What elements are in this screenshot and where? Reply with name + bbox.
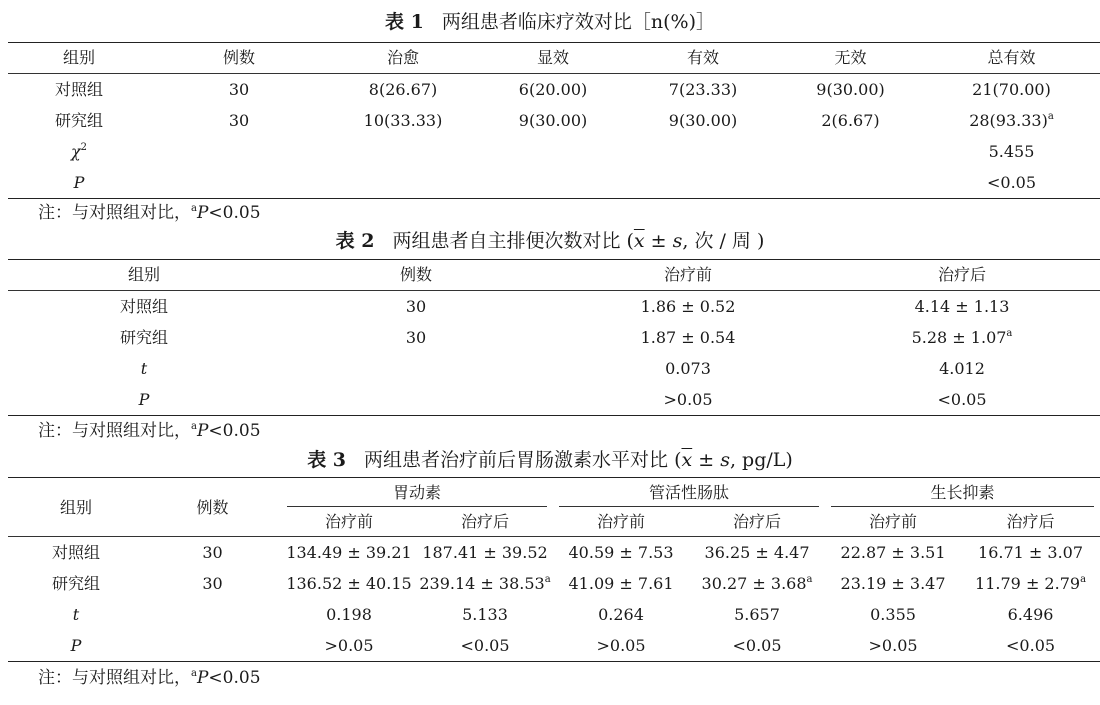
table3-number: 表 3 [307, 449, 347, 471]
table1-header-n: 例数 [222, 48, 255, 67]
table1-cell-invalid: 2(6.67) [821, 111, 880, 130]
table1-p-label: P [73, 173, 85, 192]
table3-p-value: >0.05 [596, 636, 646, 655]
table-row [8, 74, 1100, 106]
table3-header-row-1 [8, 478, 1100, 508]
table3-caption: 表 3 两组患者治疗前后胃肠激素水平对比 ($\overline{x} \pm s$, pg/L) [307, 449, 793, 471]
table1-p-row [8, 167, 1100, 199]
table-row [8, 291, 1100, 323]
table1-chi-value: 5.455 [988, 142, 1035, 161]
table2-p-after: <0.05 [937, 390, 987, 409]
table3-header-somatostatin: 生长抑素 [825, 478, 1100, 508]
table3-t-label: t [72, 605, 80, 624]
table1-header-effective: 有效 [686, 48, 719, 67]
table3-cell-ss-before: 22.87 ± 3.51 [840, 543, 946, 562]
table2-t-after: 4.012 [939, 359, 985, 378]
table1-note: 注：与对照组对比，$^a$P<0.05 [38, 203, 261, 223]
table3-note: 注：与对照组对比，$^a$P<0.05 [38, 668, 261, 688]
table2-cell-n: 30 [405, 297, 427, 316]
table2-cell-group: 对照组 [119, 297, 168, 316]
table2-t-before: 0.073 [665, 359, 711, 378]
table1-cell-total: 21(70.00) [972, 80, 1051, 99]
table3-cell-group: 对照组 [51, 543, 100, 562]
table-row [8, 537, 1100, 569]
table3-cell-vip-after: 30.27 ± 3.68$^a$ [701, 574, 813, 593]
table1-cell-effective: 7(23.33) [668, 80, 738, 99]
table3-sub-before: 治疗前 [597, 512, 646, 531]
table1-chi-label: $\chi^2$ [70, 142, 88, 161]
table2-t-label: t [140, 359, 148, 378]
table3-header-vip: 管活性肠肽 [553, 478, 825, 508]
table2-cell-after: 5.28 ± 1.07$^a$ [911, 328, 1013, 347]
table1 [8, 42, 1100, 199]
table1-number: 表 1 [385, 11, 424, 33]
table3-p-label: P [70, 636, 82, 655]
table1-header-cured: 治愈 [386, 48, 419, 67]
table1-cell-total: $28(93.33)^a$ [969, 111, 1054, 130]
table1-header-marked: 显效 [536, 48, 569, 67]
table3 [8, 477, 1100, 662]
table3-cell-n: 30 [202, 543, 223, 562]
table-row [8, 105, 1100, 136]
table1-cell-cured: 10(33.33) [363, 111, 443, 130]
table2-header-n: 例数 [399, 265, 432, 284]
table1-header-invalid: 无效 [834, 48, 867, 67]
table3-t-value: 5.133 [462, 605, 508, 624]
table3-header-group: 组别 [8, 478, 144, 537]
table2 [8, 259, 1100, 416]
table2-cell-after: 4.14 ± 1.13 [914, 297, 1010, 316]
table2-cell-before: 1.86 ± 0.52 [640, 297, 736, 316]
table3-sub-before: 治疗前 [869, 512, 918, 531]
table3-cell-ss-after: 11.79 ± 2.79$^a$ [975, 574, 1087, 593]
table1-p-value: <0.05 [986, 173, 1037, 192]
table1-cell-marked: 9(30.00) [518, 111, 588, 130]
table3-sub-after: 治疗后 [461, 512, 510, 531]
table3-sub-after: 治疗后 [733, 512, 782, 531]
table1-cell-invalid: 9(30.00) [816, 80, 885, 99]
table2-caption: 表 2 两组患者自主排便次数对比 ($\overline{x} \pm s$, 次 / 周 ) [335, 230, 765, 252]
table3-t-value: 0.264 [598, 605, 644, 624]
table2-header-after: 治疗后 [937, 265, 986, 284]
table2-note: 注：与对照组对比，$^a$P<0.05 [38, 421, 261, 441]
table1-title: 两组患者临床疗效对比［n(%)］ [441, 11, 715, 33]
table3-cell-ss-after: 16.71 ± 3.07 [978, 543, 1084, 562]
table3-cell-vip-after: 36.25 ± 4.47 [704, 543, 810, 562]
table1-chi-row [8, 136, 1100, 167]
table3-t-value: 5.657 [734, 605, 780, 624]
table3-cell-n: 30 [202, 574, 223, 593]
table1-cell-n: 30 [228, 111, 250, 130]
table1-cell-marked: 6(20.00) [518, 80, 588, 99]
table3-cell-motilin-after: 239.14 ± 38.53$^a$ [419, 574, 551, 593]
table3-sub-before: 治疗前 [324, 512, 373, 531]
table3-cell-group: 研究组 [51, 574, 100, 593]
table1-header-group: 组别 [62, 48, 95, 67]
table3-p-row [8, 630, 1100, 662]
table2-header-before: 治疗前 [663, 265, 712, 284]
table2-number: 表 2 [335, 230, 375, 252]
table3-cell-vip-before: 41.09 ± 7.61 [568, 574, 674, 593]
table2-t-row [8, 353, 1100, 384]
table3-sub-after: 治疗后 [1006, 512, 1055, 531]
table2-p-before: >0.05 [663, 390, 713, 409]
table3-t-value: 6.496 [1007, 605, 1054, 624]
table2-header-group: 组别 [127, 265, 160, 284]
table3-p-value: <0.05 [460, 636, 510, 655]
table2-cell-n: 30 [405, 328, 427, 347]
table3-t-row [8, 599, 1100, 630]
table2-cell-group: 研究组 [119, 328, 168, 347]
table3-p-value: <0.05 [732, 636, 782, 655]
table3-t-value: 0.198 [326, 605, 372, 624]
table1-cell-group: 对照组 [54, 80, 103, 99]
table-row [8, 322, 1100, 353]
table1-header-total: 总有效 [987, 48, 1036, 67]
table3-p-value: >0.05 [324, 636, 374, 655]
table1-cell-effective: 9(30.00) [668, 111, 738, 130]
table1-cell-group: 研究组 [54, 111, 103, 130]
table2-cell-before: 1.87 ± 0.54 [640, 328, 736, 347]
table3-p-value: <0.05 [1006, 636, 1056, 655]
table2-p-label: P [138, 390, 150, 409]
table3-p-value: >0.05 [868, 636, 918, 655]
table1-cell-cured: 8(26.67) [368, 80, 438, 99]
table1-caption [0, 10, 1100, 34]
table3-header-n: 例数 [144, 478, 281, 537]
table1-cell-n: 30 [228, 80, 250, 99]
table3-cell-motilin-before: 136.52 ± 40.15 [286, 574, 412, 593]
table3-cell-motilin-before: 134.49 ± 39.21 [286, 543, 412, 562]
table2-header-row [8, 260, 1100, 291]
table3-header-motilin: 胃动素 [281, 478, 553, 508]
table3-cell-vip-before: 40.59 ± 7.53 [568, 543, 674, 562]
table-row [8, 568, 1100, 599]
table3-t-value: 0.355 [870, 605, 916, 624]
table1-header-row [8, 43, 1100, 74]
table2-p-row [8, 384, 1100, 416]
table3-cell-motilin-after: 187.41 ± 39.52 [422, 543, 548, 562]
table3-cell-ss-before: 23.19 ± 3.47 [840, 574, 946, 593]
